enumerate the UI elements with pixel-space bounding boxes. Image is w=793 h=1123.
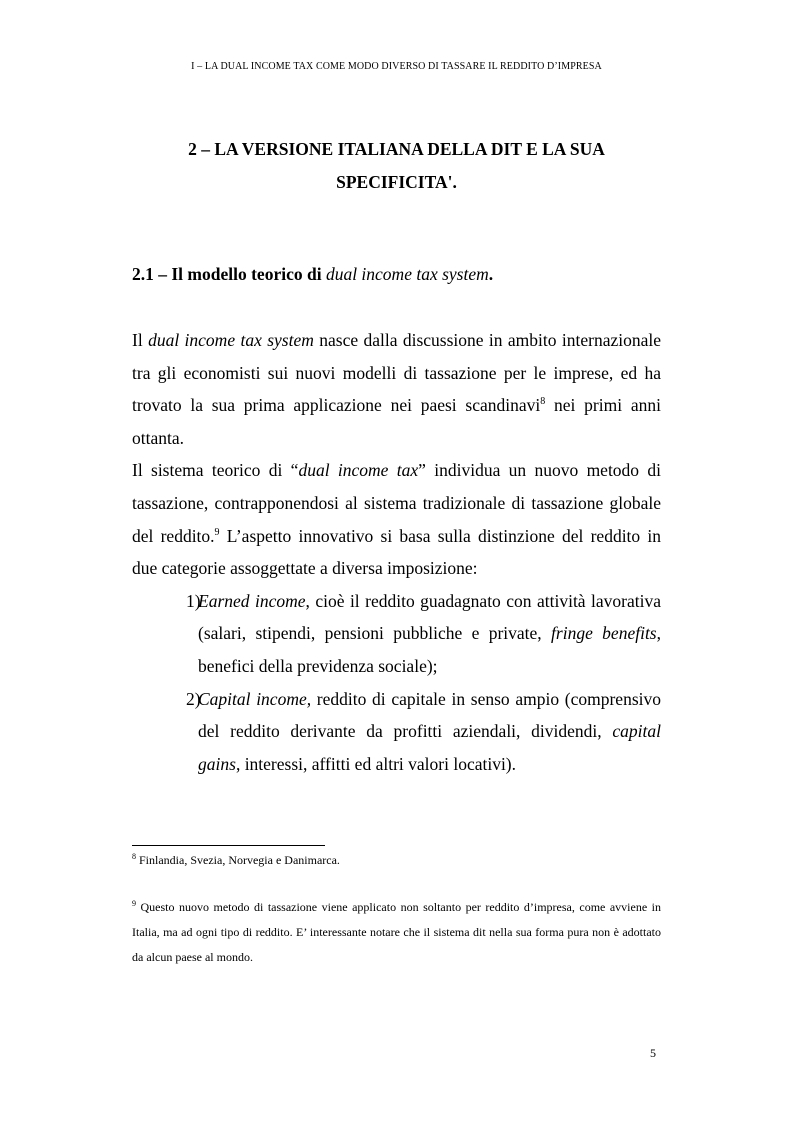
footnote-mark: 9 <box>132 899 136 908</box>
text-run: L’aspetto innovativo si basa sulla distinzione del reddito in due categorie assoggettate a diversa imposizione: <box>132 525 661 579</box>
italic-run: dual income tax <box>298 460 419 481</box>
section-title <box>132 264 493 285</box>
text-run: Il <box>132 330 149 350</box>
running-head: I – LA DUAL INCOME TAX COME MODO DIVERSO DI TASSARE IL REDDITO D’IMPRESA <box>191 61 602 72</box>
footnote-9 <box>132 895 661 970</box>
income-categories-list <box>132 585 661 781</box>
italic-run: capital gains <box>198 721 661 774</box>
italic-run: dual income tax system <box>148 330 314 350</box>
paragraph-1 <box>132 324 661 454</box>
list-item <box>132 585 661 683</box>
text-run: nasce dalla discussione in ambito internazionale tra gli economisti sui nuovi modelli di tassazione per le imprese, ed ha trovato la sua prima applicazione nei paesi scandinavi <box>132 330 661 416</box>
chapter-title: 2 – LA VERSIONE ITALIANA DELLA DIT E LA SUA SPECIFICITA'. <box>188 139 605 192</box>
page-number: 5 <box>650 1046 656 1060</box>
section-title-end: . <box>488 264 494 284</box>
list-item-number: 2) <box>186 688 201 709</box>
footnote-ref-9[interactable]: 9 <box>214 526 220 538</box>
list-item <box>132 683 661 781</box>
italic-run: fringe benefits <box>551 623 657 644</box>
text-run: , benefici della previdenza sociale); <box>198 623 661 676</box>
italic-run: Earned income <box>198 590 306 611</box>
footnote-mark: 8 <box>132 852 136 861</box>
body-text <box>132 324 661 780</box>
footnote-text: Finlandia, Svezia, Norvegia e Danimarca. <box>136 853 340 867</box>
text-run: Il sistema teorico di “ <box>132 460 299 481</box>
section-number: 2.1 – Il modello teorico di <box>132 264 326 284</box>
footnote-text: Questo nuovo metodo di tassazione viene applicato non soltanto per reddito d’impresa, come avviene in Italia, ma ad ogni tipo di reddito. E’ interessante notare che il sistema dit nella sua forma pura non è adottato da alcun paese al mondo. <box>132 900 661 964</box>
italic-run: Capital income, <box>198 688 312 709</box>
text-run: ” individua un nuovo metodo di tassazione, contrapponendosi al sistema tradizionale di tassazione globale del reddito. <box>132 460 661 546</box>
footnote-ref-8[interactable]: 8 <box>540 396 546 408</box>
text-run: nei primi anni ottanta. <box>132 395 661 448</box>
text-run: , interessi, affitti ed altri valori locativi). <box>235 753 517 774</box>
section-title-italic: dual income tax system <box>325 264 489 284</box>
text-run: , cioè il reddito guadagnato con attività lavorativa (salari, stipendi, pensioni pubbliche e private, <box>198 590 661 644</box>
text-run: reddito di capitale in senso ampio (comprensivo del reddito derivante da profitti aziendali, dividendi, <box>198 688 661 742</box>
footnote-8 <box>132 848 661 873</box>
paragraph-2 <box>132 454 661 584</box>
footnote-separator <box>132 845 325 846</box>
list-item-number: 1) <box>186 590 201 611</box>
